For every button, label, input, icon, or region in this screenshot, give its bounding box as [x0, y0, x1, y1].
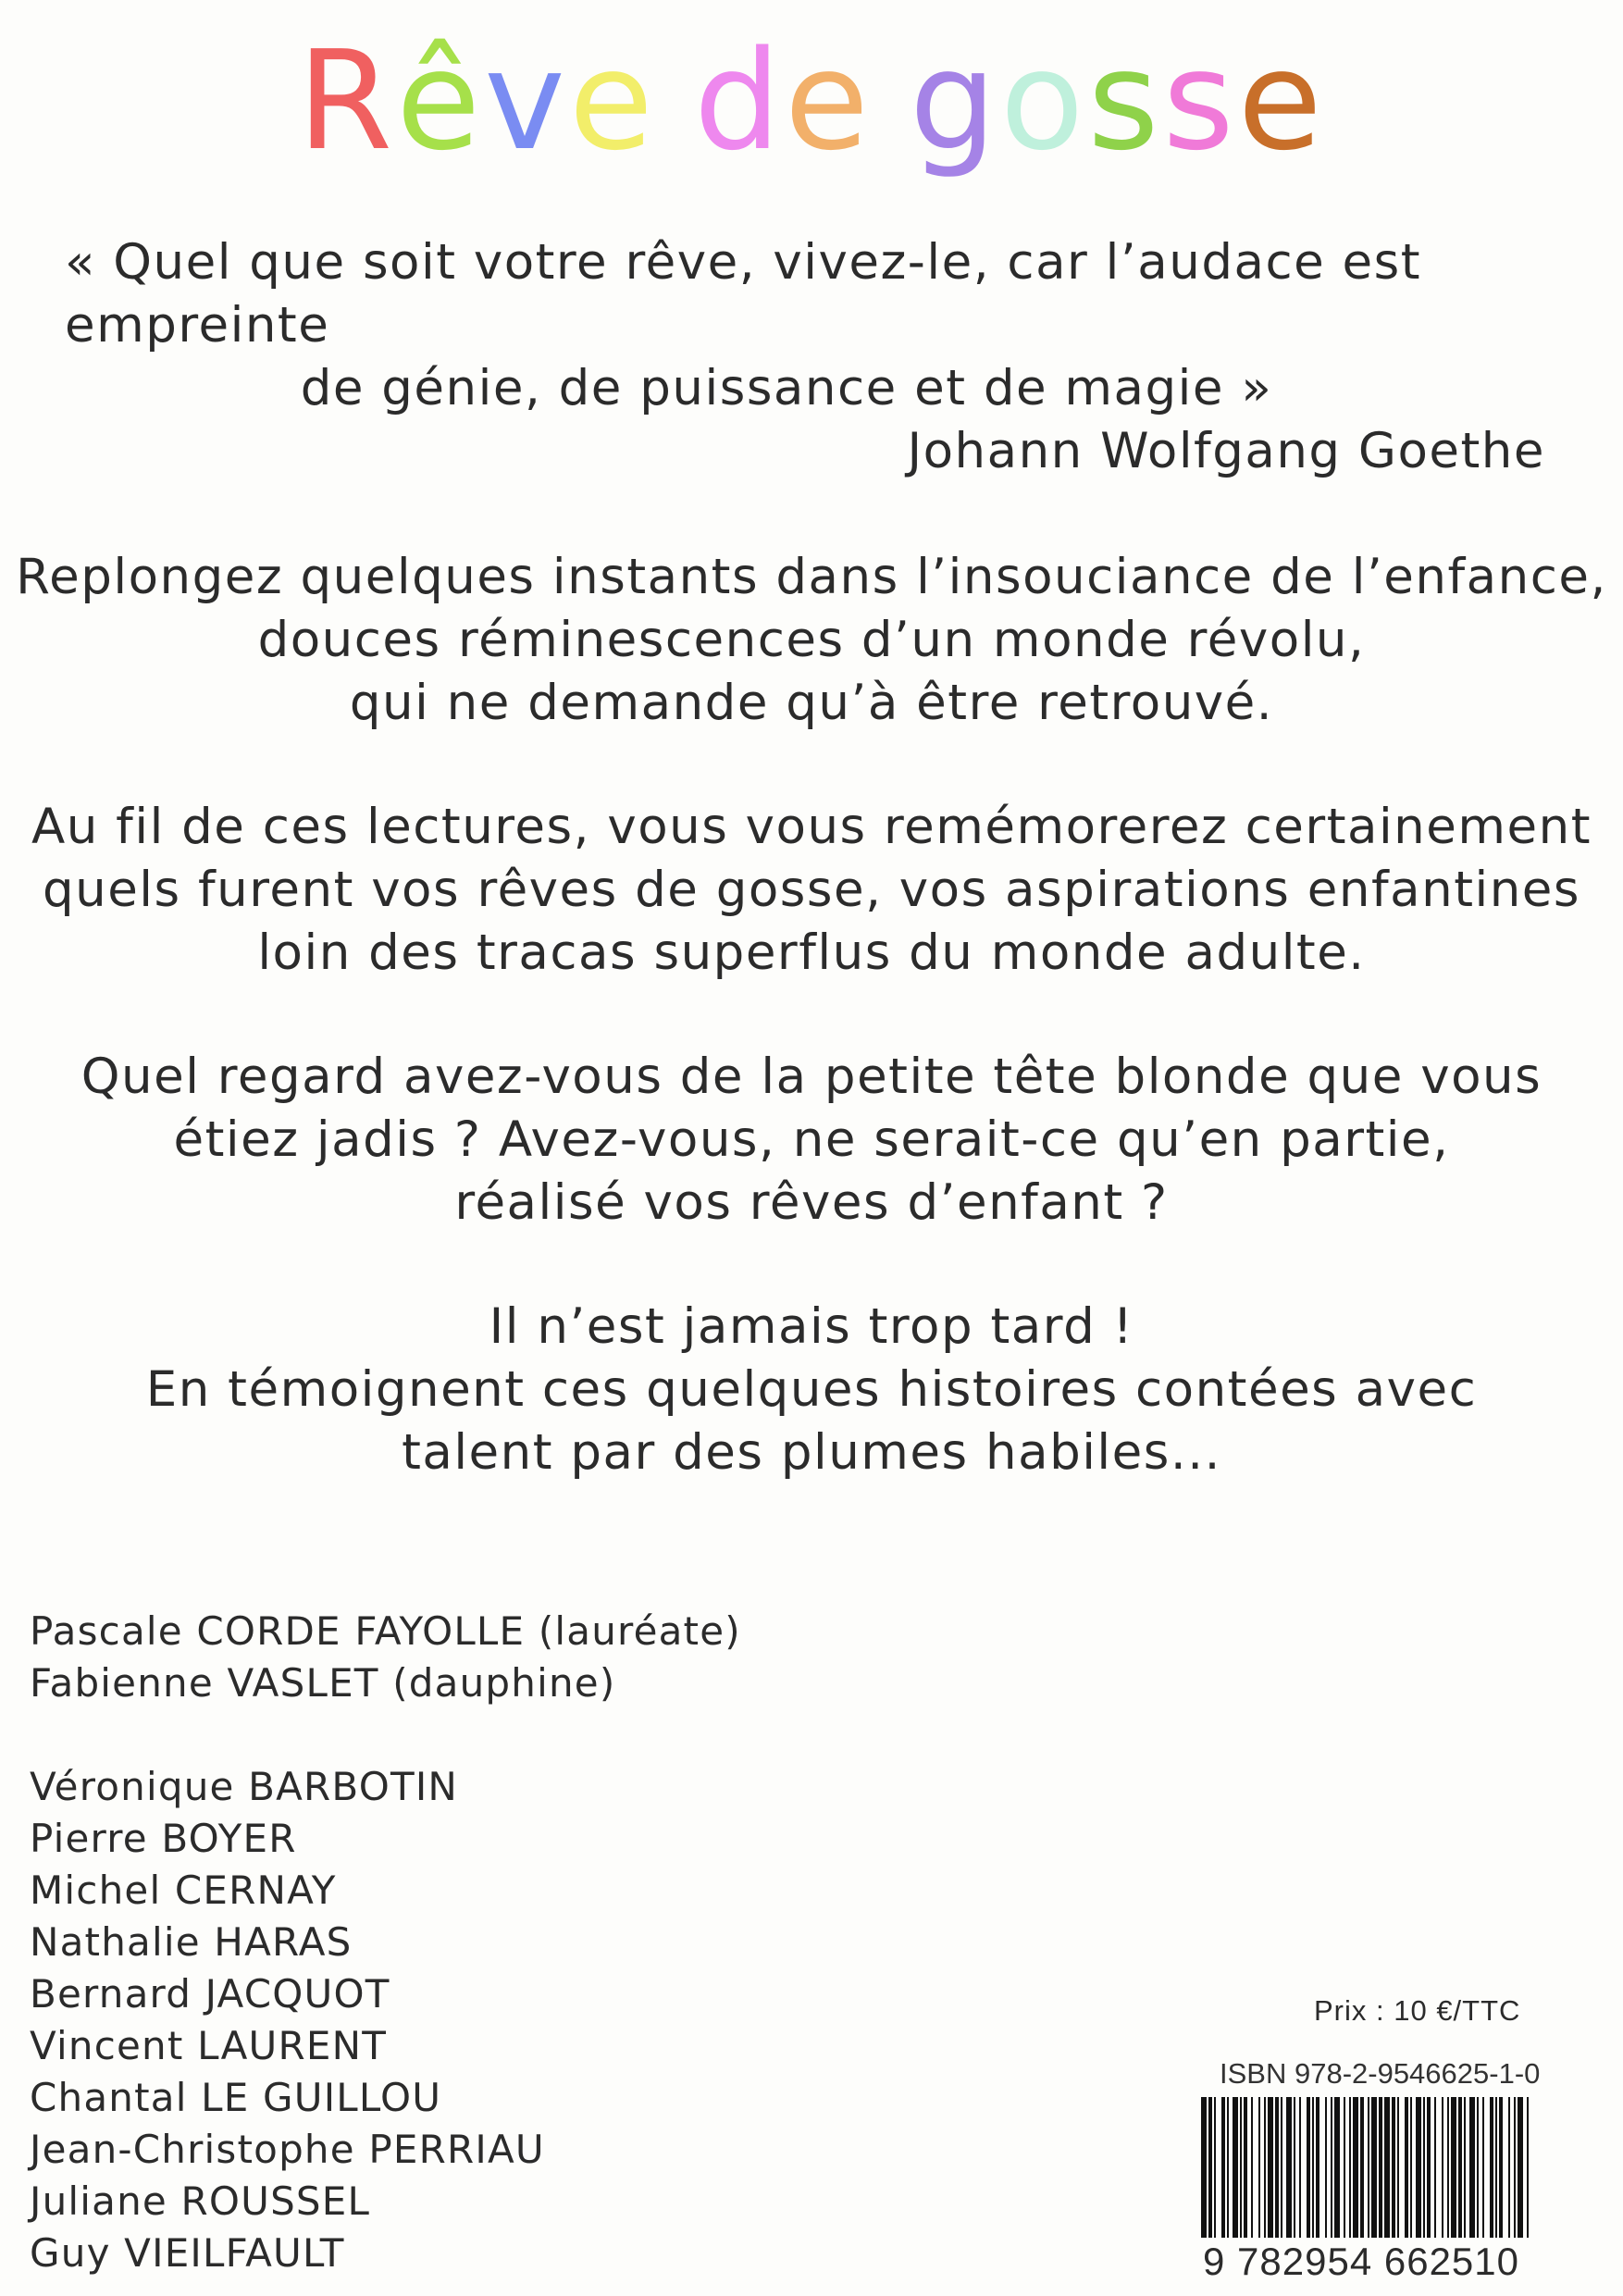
author-name: Jean-Christophe PERRIAU: [30, 2127, 545, 2172]
title-letter: d: [693, 21, 785, 180]
author-name: Véronique BARBOTIN: [30, 1764, 459, 1809]
author-name: Juliane ROUSSEL: [30, 2178, 371, 2224]
title-letter: ê: [396, 21, 485, 180]
author-name: Pierre BOYER: [30, 1816, 297, 1861]
paragraph-line: Il n’est jamais trop tard !: [489, 1298, 1134, 1355]
title-letter: R: [297, 21, 397, 180]
paragraph-line: étiez jadis ? Avez-vous, ne serait-ce qu’en partie,: [173, 1111, 1450, 1168]
paragraph-line: talent par des plumes habiles...: [402, 1424, 1221, 1481]
paragraph-line: Au fil de ces lectures, vous vous remémorerez certainement: [31, 799, 1592, 855]
title-letter: g: [909, 21, 1000, 180]
author-name: Chantal LE GUILLOU: [30, 2075, 442, 2120]
quote-line-2: de génie, de puissance et de magie »: [300, 360, 1273, 416]
paragraph-line: loin des tracas superflus du monde adulte.: [257, 925, 1366, 981]
paragraph-line: douces réminescences d’un monde révolu,: [257, 612, 1366, 668]
paragraph-2: [0, 796, 1623, 985]
title-letter: e: [568, 21, 657, 180]
barcode-digits: 9 782954 662510: [1199, 2238, 1549, 2286]
title-letter: o: [999, 21, 1088, 180]
title-letter: e: [784, 21, 873, 180]
paragraph-line: réalisé vos rêves d’enfant ?: [454, 1174, 1169, 1231]
paragraph-line: quels furent vos rêves de gosse, vos aspirations enfantines: [42, 862, 1581, 918]
author-name: Guy VIEILFAULT: [30, 2230, 345, 2276]
author-name: Vincent LAURENT: [30, 2023, 388, 2068]
title-letter: [657, 26, 694, 177]
title-letter: [873, 26, 910, 177]
quote-author: Johann Wolfgang Goethe: [907, 423, 1545, 479]
author-name: Bernard JACQUOT: [30, 1971, 390, 2017]
author-name: Michel CERNAY: [30, 1868, 337, 1913]
paragraph-line: En témoignent ces quelques histoires contées avec: [145, 1361, 1478, 1418]
paragraph-1: [0, 546, 1623, 735]
title-letter: s: [1087, 21, 1163, 180]
paragraph-line: Replongez quelques instants dans l’insouciance de l’enfance,: [16, 549, 1607, 605]
quote-line-1: « Quel que soit votre rêve, vivez-le, car l’audace est empreinte: [65, 234, 1422, 354]
laureates-list: [30, 1606, 741, 1709]
paragraph-3: [0, 1046, 1623, 1235]
title-letter: v: [484, 21, 569, 180]
paragraph-4: [0, 1296, 1623, 1484]
book-title: [0, 21, 1623, 180]
laureate-name: Pascale CORDE FAYOLLE (lauréate): [30, 1608, 741, 1654]
title-letter: e: [1237, 21, 1326, 180]
authors-list: [30, 1761, 545, 2279]
paragraph-line: Quel regard avez-vous de la petite tête blonde que vous: [81, 1049, 1542, 1105]
price-label: Prix : 10 €/TTC: [1314, 1994, 1521, 2027]
epigraph-quote: [65, 231, 1545, 483]
isbn-label: ISBN 978-2-9546625-1-0: [1220, 2057, 1541, 2090]
author-name: Nathalie HARAS: [30, 1919, 353, 1965]
laureate-name: Fabienne VASLET (dauphine): [30, 1660, 616, 1706]
paragraph-line: qui ne demande qu’à être retrouvé.: [349, 675, 1274, 731]
title-letter: s: [1162, 21, 1238, 180]
